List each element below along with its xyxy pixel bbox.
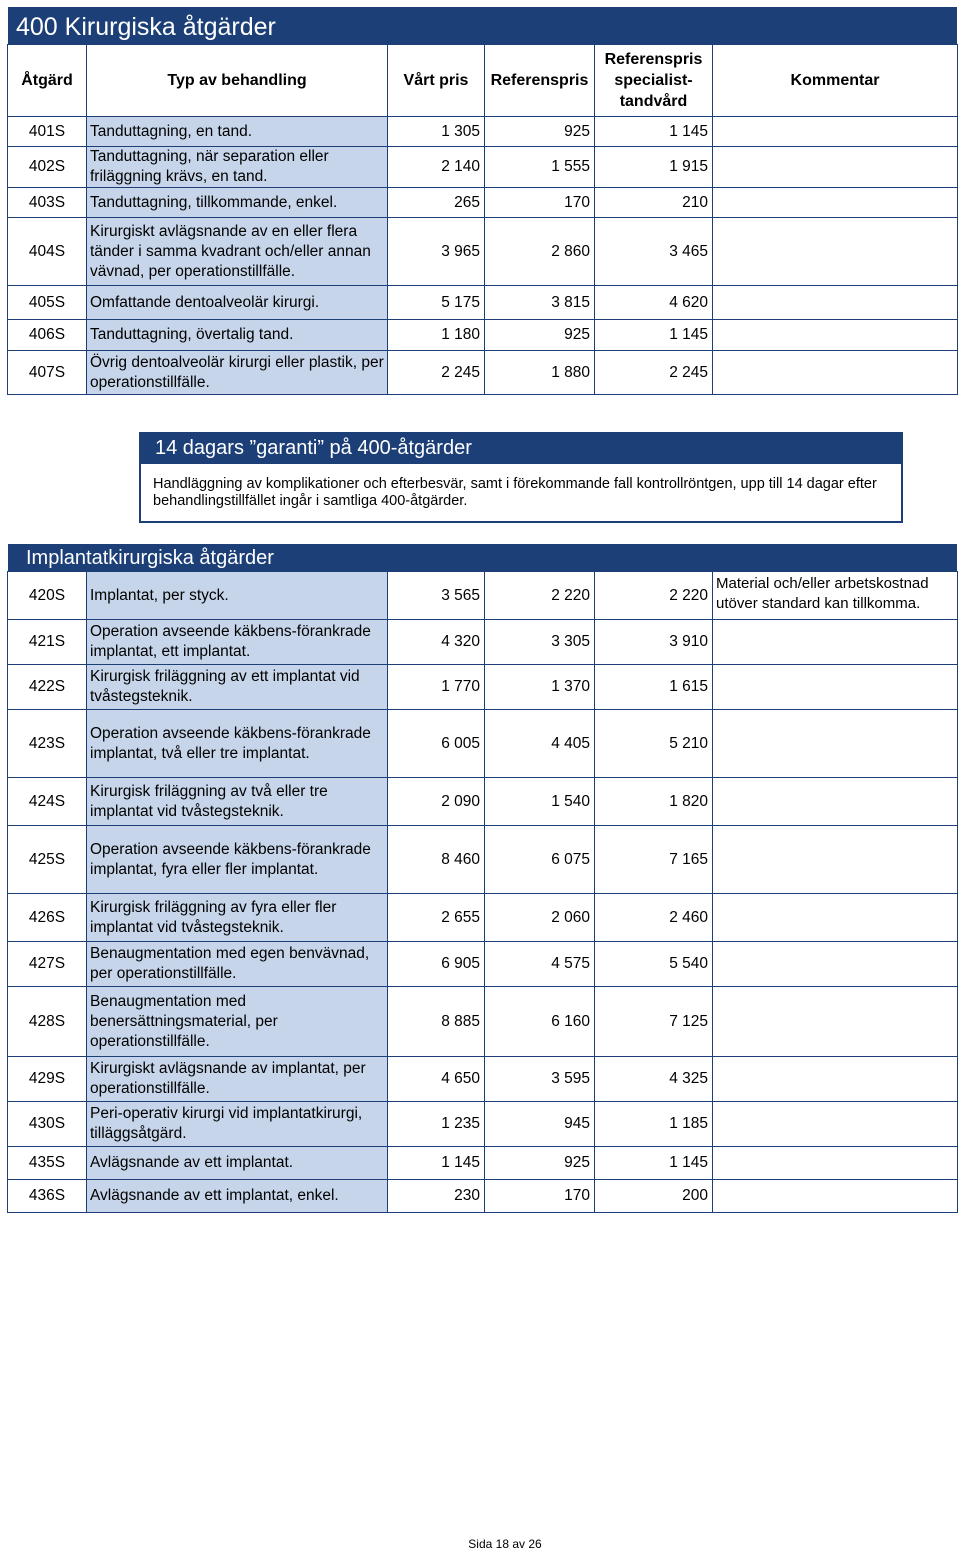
row-our-price: 3 965	[388, 218, 485, 286]
row-ref-specialist: 1 615	[595, 665, 713, 710]
row-our-price: 3 565	[388, 572, 485, 620]
row-ref-price: 2 060	[485, 894, 595, 942]
row-code: 405S	[8, 286, 87, 320]
row-comment	[713, 147, 958, 188]
kirurgi-price-table	[7, 44, 958, 395]
row-comment	[713, 1180, 958, 1213]
row-description: Kirurgisk friläggning av fyra eller fler implantat vid tvåstegsteknik.	[87, 894, 388, 942]
row-our-price: 1 235	[388, 1102, 485, 1147]
row-ref-price: 1 540	[485, 778, 595, 826]
row-code: 435S	[8, 1147, 87, 1180]
row-ref-price: 925	[485, 117, 595, 147]
table-row	[8, 147, 958, 188]
section-title-implantat: Implantatkirurgiska åtgärder	[8, 544, 957, 572]
row-our-price: 230	[388, 1180, 485, 1213]
row-description: Benaugmentation med egen benvävnad, per operationstillfälle.	[87, 942, 388, 987]
table-row	[8, 572, 958, 620]
row-comment	[713, 665, 958, 710]
row-comment	[713, 778, 958, 826]
row-code: 420S	[8, 572, 87, 620]
row-ref-price: 1 370	[485, 665, 595, 710]
row-our-price: 8 885	[388, 987, 485, 1057]
row-our-price: 1 770	[388, 665, 485, 710]
row-comment	[713, 826, 958, 894]
row-our-price: 6 905	[388, 942, 485, 987]
row-comment	[713, 1147, 958, 1180]
row-description: Implantat, per styck.	[87, 572, 388, 620]
row-code: 402S	[8, 147, 87, 188]
row-our-price: 1 145	[388, 1147, 485, 1180]
table-row	[8, 1057, 958, 1102]
row-comment	[713, 188, 958, 218]
row-our-price: 4 650	[388, 1057, 485, 1102]
row-our-price: 8 460	[388, 826, 485, 894]
row-description: Tanduttagning, övertalig tand.	[87, 320, 388, 351]
row-comment	[713, 620, 958, 665]
row-description: Operation avseende käkbens-förankrade implantat, fyra eller fler implantat.	[87, 826, 388, 894]
header-comment: Kommentar	[713, 45, 958, 117]
row-code: 404S	[8, 218, 87, 286]
row-ref-price: 170	[485, 1180, 595, 1213]
row-description: Avlägsnande av ett implantat, enkel.	[87, 1180, 388, 1213]
row-comment	[713, 942, 958, 987]
table-row	[8, 1147, 958, 1180]
table-row	[8, 942, 958, 987]
table-row	[8, 351, 958, 395]
row-comment	[713, 320, 958, 351]
row-code: 436S	[8, 1180, 87, 1213]
row-our-price: 4 320	[388, 620, 485, 665]
row-comment	[713, 1102, 958, 1147]
row-code: 430S	[8, 1102, 87, 1147]
row-ref-price: 2 220	[485, 572, 595, 620]
row-ref-specialist: 3 910	[595, 620, 713, 665]
table-row	[8, 620, 958, 665]
row-ref-specialist: 5 540	[595, 942, 713, 987]
row-description: Kirurgisk friläggning av ett implantat vid tvåstegsteknik.	[87, 665, 388, 710]
row-description: Peri-operativ kirurgi vid implantatkirurgi, tilläggsåtgärd.	[87, 1102, 388, 1147]
table-row	[8, 1102, 958, 1147]
header-ref-specialist: Referenspris specialist-tandvård	[595, 45, 713, 117]
row-ref-specialist: 1 820	[595, 778, 713, 826]
row-ref-price: 6 160	[485, 987, 595, 1057]
implantat-price-table	[7, 571, 958, 1213]
table-row	[8, 218, 958, 286]
row-ref-price: 1 555	[485, 147, 595, 188]
header-our-price: Vårt pris	[388, 45, 485, 117]
row-ref-specialist: 4 325	[595, 1057, 713, 1102]
row-ref-price: 3 305	[485, 620, 595, 665]
row-ref-price: 925	[485, 1147, 595, 1180]
table-header-row	[8, 45, 958, 117]
row-ref-specialist: 210	[595, 188, 713, 218]
table-row	[8, 710, 958, 778]
guarantee-text: Handläggning av komplikationer och efterbesvär, samt i förekommande fall kontrollröntgen, upp till 14 dagar efter behandlingstillfället ingår i samtliga 400-åtgärder.	[153, 476, 877, 509]
row-ref-specialist: 7 125	[595, 987, 713, 1057]
row-code: 424S	[8, 778, 87, 826]
row-comment	[713, 351, 958, 395]
row-comment: Material och/eller arbetskostnad utöver standard kan tillkomma.	[713, 572, 958, 620]
row-comment	[713, 894, 958, 942]
guarantee-title: 14 dagars ”garanti” på 400-åtgärder	[141, 434, 901, 464]
row-ref-specialist: 3 465	[595, 218, 713, 286]
row-code: 401S	[8, 117, 87, 147]
row-ref-price: 945	[485, 1102, 595, 1147]
row-description: Operation avseende käkbens-förankrade implantat, ett implantat.	[87, 620, 388, 665]
row-our-price: 1 305	[388, 117, 485, 147]
row-ref-price: 3 595	[485, 1057, 595, 1102]
row-our-price: 2 090	[388, 778, 485, 826]
row-ref-specialist: 1 185	[595, 1102, 713, 1147]
row-code: 427S	[8, 942, 87, 987]
row-ref-specialist: 1 915	[595, 147, 713, 188]
row-ref-specialist: 2 245	[595, 351, 713, 395]
row-ref-specialist: 1 145	[595, 1147, 713, 1180]
row-ref-specialist: 2 460	[595, 894, 713, 942]
row-description: Tanduttagning, en tand.	[87, 117, 388, 147]
table-row	[8, 320, 958, 351]
row-code: 423S	[8, 710, 87, 778]
row-code: 407S	[8, 351, 87, 395]
row-code: 422S	[8, 665, 87, 710]
row-our-price: 2 655	[388, 894, 485, 942]
row-description: Tanduttagning, tillkommande, enkel.	[87, 188, 388, 218]
row-code: 421S	[8, 620, 87, 665]
row-ref-price: 2 860	[485, 218, 595, 286]
header-ref-price: Referenspris	[485, 45, 595, 117]
section-title-kirurgi: 400 Kirurgiska åtgärder	[8, 7, 957, 45]
table-row	[8, 987, 958, 1057]
page-number: Sida 18 av 26	[468, 1537, 542, 1551]
row-ref-price: 4 405	[485, 710, 595, 778]
row-ref-price: 1 880	[485, 351, 595, 395]
row-ref-price: 6 075	[485, 826, 595, 894]
table-row	[8, 1180, 958, 1213]
row-comment	[713, 1057, 958, 1102]
row-comment	[713, 286, 958, 320]
header-treatment: Typ av behandling	[87, 45, 388, 117]
row-description: Kirurgisk friläggning av två eller tre implantat vid tvåstegsteknik.	[87, 778, 388, 826]
row-ref-price: 925	[485, 320, 595, 351]
row-our-price: 265	[388, 188, 485, 218]
row-code: 406S	[8, 320, 87, 351]
table-row	[8, 894, 958, 942]
row-ref-specialist: 5 210	[595, 710, 713, 778]
row-description: Avlägsnande av ett implantat.	[87, 1147, 388, 1180]
table-row	[8, 188, 958, 218]
row-ref-price: 3 815	[485, 286, 595, 320]
row-code: 429S	[8, 1057, 87, 1102]
table-row	[8, 286, 958, 320]
row-description: Kirurgiskt avlägsnande av implantat, per operationstillfälle.	[87, 1057, 388, 1102]
row-our-price: 5 175	[388, 286, 485, 320]
row-comment	[713, 710, 958, 778]
row-description: Kirurgiskt avlägsnande av en eller flera tänder i samma kvadrant och/eller annan vävnad, per operationstillfälle.	[87, 218, 388, 286]
row-comment	[713, 117, 958, 147]
row-comment	[713, 987, 958, 1057]
row-ref-specialist: 7 165	[595, 826, 713, 894]
table-row	[8, 778, 958, 826]
row-our-price: 2 140	[388, 147, 485, 188]
row-code: 425S	[8, 826, 87, 894]
row-ref-price: 4 575	[485, 942, 595, 987]
row-our-price: 1 180	[388, 320, 485, 351]
row-ref-specialist: 200	[595, 1180, 713, 1213]
row-ref-specialist: 2 220	[595, 572, 713, 620]
row-code: 403S	[8, 188, 87, 218]
row-description: Tanduttagning, när separation eller friläggning krävs, en tand.	[87, 147, 388, 188]
row-ref-specialist: 1 145	[595, 320, 713, 351]
row-description: Övrig dentoalveolär kirurgi eller plastik, per operationstillfälle.	[87, 351, 388, 395]
row-description: Operation avseende käkbens-förankrade implantat, två eller tre implantat.	[87, 710, 388, 778]
table-row	[8, 826, 958, 894]
row-code: 428S	[8, 987, 87, 1057]
guarantee-box	[139, 432, 903, 523]
row-our-price: 6 005	[388, 710, 485, 778]
row-code: 426S	[8, 894, 87, 942]
row-description: Omfattande dentoalveolär kirurgi.	[87, 286, 388, 320]
table-row	[8, 117, 958, 147]
header-code: Åtgärd	[8, 45, 87, 117]
row-description: Benaugmentation med benersättningsmaterial, per operationstillfälle.	[87, 987, 388, 1057]
row-ref-specialist: 1 145	[595, 117, 713, 147]
row-ref-price: 170	[485, 188, 595, 218]
row-ref-specialist: 4 620	[595, 286, 713, 320]
table-row	[8, 665, 958, 710]
row-comment	[713, 218, 958, 286]
row-our-price: 2 245	[388, 351, 485, 395]
